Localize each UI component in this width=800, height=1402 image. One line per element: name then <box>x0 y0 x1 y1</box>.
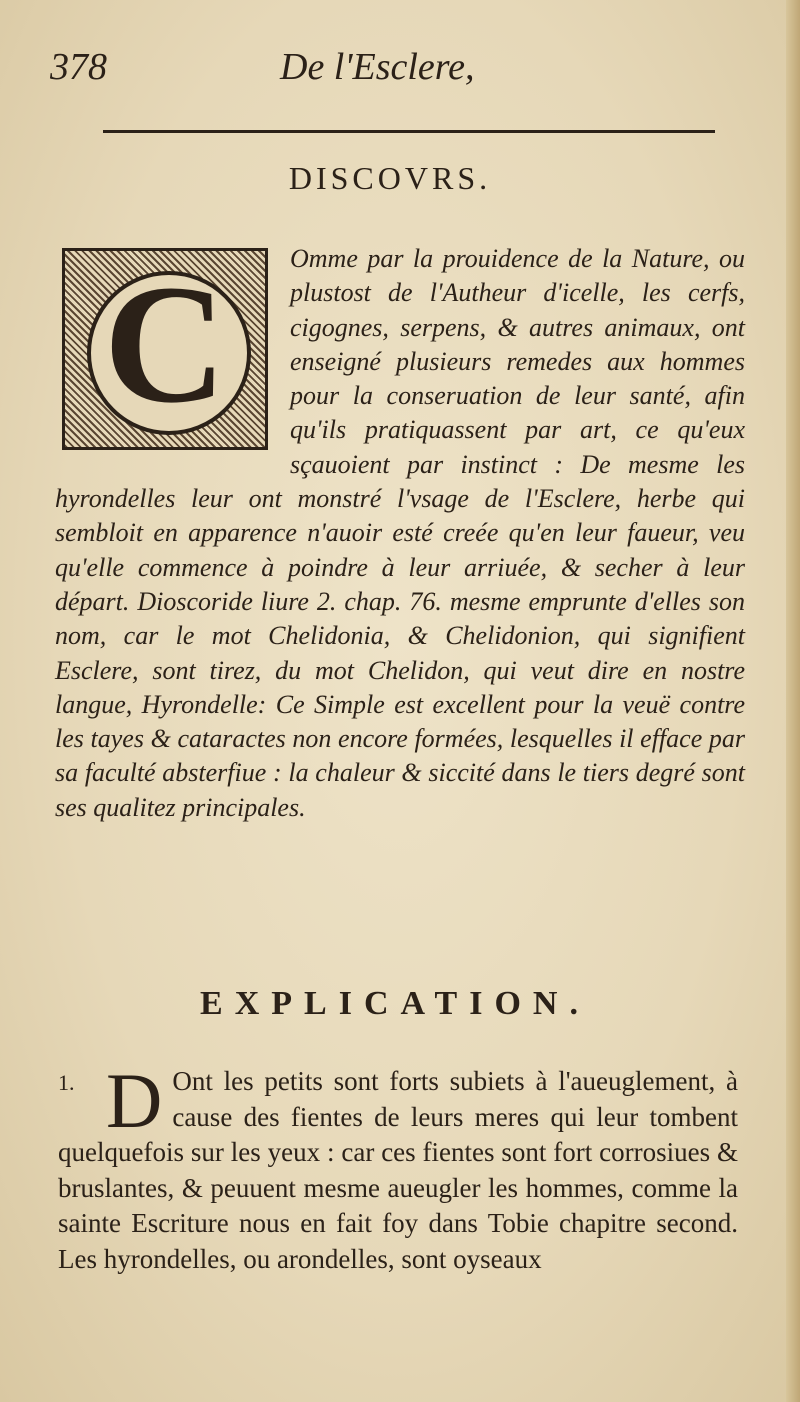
page-number: 378 <box>50 46 107 88</box>
initial-letter-d: D <box>106 1057 163 1144</box>
header-rule <box>103 130 715 133</box>
explication-heading: EXPLICATION. <box>200 985 590 1022</box>
page-edge <box>786 0 800 1402</box>
page-header <box>50 45 740 105</box>
running-title: De l'Esclere, <box>280 46 475 88</box>
discours-text-block <box>55 242 745 825</box>
explication-text-block <box>58 1057 738 1277</box>
discours-paragraph: Omme par la prouidence de la Nature, ou plustost de l'Autheur d'icelle, les cerfs, cigognes, serpens, & autres animaux, ont enseigné plusieurs remedes aux hommes pour la conseruation de leur santé, afin qu'ils pratiquassent par art, ce qu'eux sçauoient par instinct : De mesme les hyrondelles leur ont monstré l'vsage de l'Esclere, herbe qui sembloit en apparence n'auoir esté creée qu'en leur faueur, veu qu'elle commence à poindre à leur arriuée, & secher à leur départ. Dioscoride liure 2. chap. 76. mesme emprunte d'elles son nom, car le mot Chelidonia, & Chelidonion, qui signifient Esclere, sont tirez, du mot Chelidon, qui veut dire en nostre langue, Hyrondelle: Ce Simple est excellent pour la veuë contre les tayes & cataractes non encore formées, lesquelles il efface par sa faculté absterfiue : la chaleur & siccité dans le tiers degré sont ses qualitez principales. <box>55 244 745 822</box>
note-number: 1. <box>58 1070 75 1095</box>
explication-paragraph: Ont les petits sont forts subiets à l'aueuglement, à cause des fientes de leurs meres qui leur tombent quelquefois sur les yeux : car ces fientes sont fort corrosiues & bruslantes, & peuuent mesme aueugler les hommes, comme la sainte Escriture nous en fait foy dans Tobie chapitre second. Les hyrondelles, ou arondelles, sont oyseaux <box>58 1066 738 1274</box>
discours-heading: DISCOVRS. <box>288 160 492 196</box>
initial-letter-c: C <box>103 250 227 438</box>
